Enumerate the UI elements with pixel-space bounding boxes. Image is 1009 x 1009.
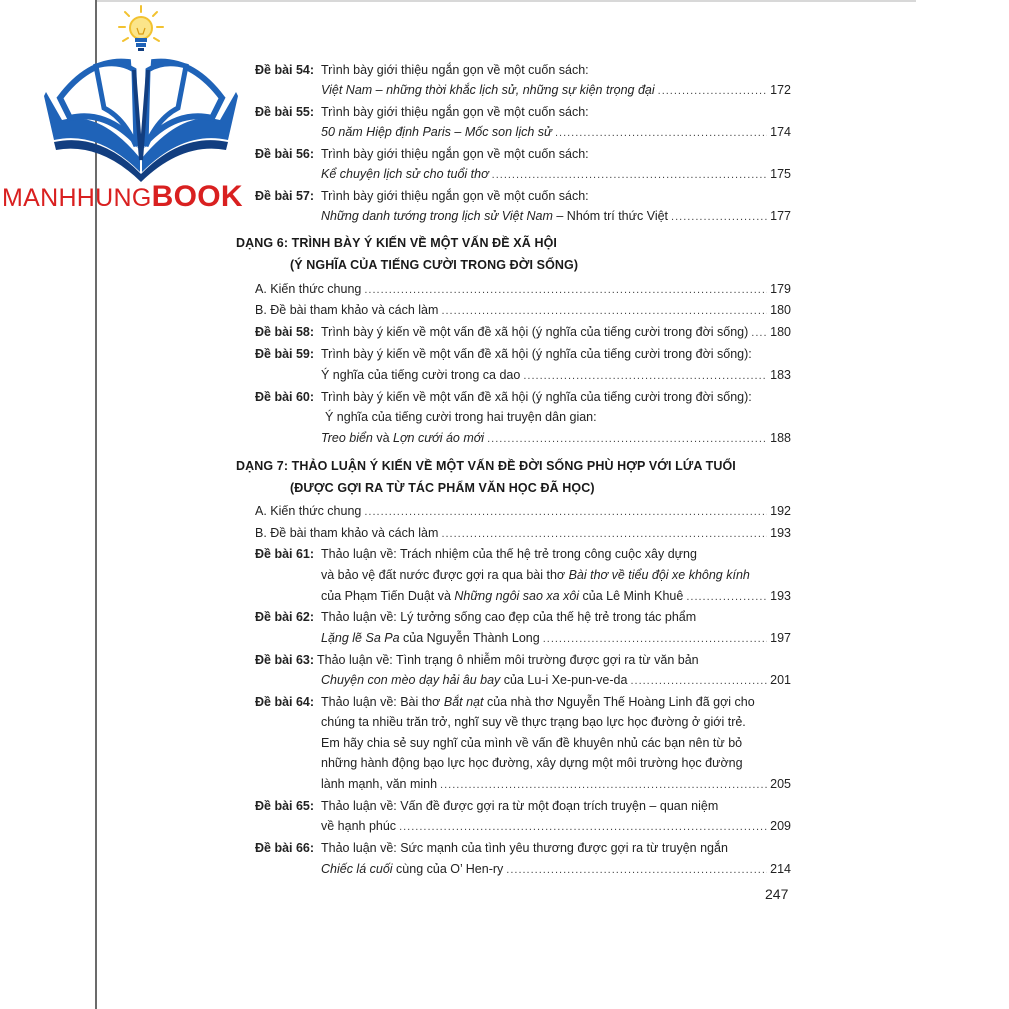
leader-dots [399, 817, 767, 837]
entry-text: lành mạnh, văn minh [321, 777, 438, 791]
toc-entry-63 [255, 650, 791, 670]
leader-dots [686, 587, 767, 607]
toc-entry-63-detail [321, 670, 791, 690]
entry-title: B. Đề bài tham khảo và cách làm [255, 303, 439, 317]
page-ref: 193 [770, 589, 791, 603]
entry-text-rest: của nhà thơ Nguyễn Thế Hoàng Linh đã gợi cho [483, 695, 755, 709]
toc-entry-64-line4 [321, 753, 791, 773]
entry-title: Trình bày giới thiệu ngắn gọn về một cuốn sách: [321, 189, 589, 203]
poem-title: Bài thơ về tiểu đội xe không kính [568, 568, 750, 582]
book-title: Việt Nam – những thời khắc lịch sử, những sự kiện trọng đại [321, 83, 655, 97]
leader-dots [441, 301, 767, 321]
page-ref: 180 [770, 325, 791, 339]
page-ref: 172 [770, 83, 791, 97]
toc-entry-54 [255, 60, 791, 80]
book-title: Những danh tướng trong lịch sử Việt Nam [321, 209, 553, 223]
book-title: 50 năm Hiệp định Paris – Mốc son lịch sử [321, 125, 552, 139]
leader-dots [658, 81, 768, 101]
entry-text: chúng ta nhiều trăn trở, nghĩ suy về thực trạng bạo lực học đường ở giới trẻ. [321, 715, 746, 729]
entry-label: Đề bài 64: [255, 695, 315, 709]
entry-subtitle: Ý nghĩa của tiếng cười trong hai truyện dân gian: [325, 410, 597, 424]
entry-title: Thảo luận về: Vấn đề được gợi ra từ một đoạn trích truyện – quan niệm [321, 799, 719, 813]
entry-label: Đề bài 65: [255, 799, 315, 813]
leader-dots [441, 524, 767, 544]
entry-author: của Nguyễn Thành Long [399, 631, 540, 645]
entry-label: Đề bài 62: [255, 610, 315, 624]
entry-title: B. Đề bài tham khảo và cách làm [255, 526, 439, 540]
poem-title: Bắt nạt [443, 695, 484, 709]
entry-title: Thảo luận về: Lý tưởng sống cao đẹp của thế hệ trẻ trong tác phẩm [321, 610, 697, 624]
toc-entry-64-detail [321, 774, 791, 794]
entry-text: Thảo luận về: Bài thơ [321, 695, 444, 709]
entry-title: Thảo luận về: Tình trạng ô nhiễm môi trường được gợi ra từ văn bản [317, 653, 699, 667]
page-ref: 183 [770, 368, 791, 382]
leader-dots [487, 429, 767, 449]
toc-entry-62-detail [321, 628, 791, 648]
page-ref: 209 [770, 819, 791, 833]
toc-entry-d7a [255, 501, 791, 521]
entry-author: của Lu-i Xe-pun-ve-da [500, 673, 628, 687]
entry-subtitle: Ý nghĩa của tiếng cười trong ca dao [321, 368, 521, 382]
entry-label: Đề bài 66: [255, 841, 315, 855]
leader-dots [364, 502, 767, 522]
page-ref: 179 [770, 282, 791, 296]
page-ref: 192 [770, 504, 791, 518]
page-ref: 180 [770, 303, 791, 317]
page-ref: 175 [770, 167, 791, 181]
leader-dots [555, 123, 767, 143]
entry-text: của Phạm Tiến Duật và [321, 589, 455, 603]
story-title: Lặng lẽ Sa Pa [321, 631, 400, 645]
toc-entry-59-detail [321, 365, 791, 385]
toc-entry-61-detail [321, 586, 791, 606]
entry-text: những hành động bạo lực học đường, xây dựng một môi trường học đường [321, 756, 743, 770]
toc-entry-65 [255, 796, 791, 816]
story-title: Chuyện con mèo dạy hải âu bay [321, 673, 501, 687]
entry-title: Trình bày ý kiến về một vấn đề xã hội (ý nghĩa của tiếng cười trong đời sống): [321, 390, 752, 404]
toc-entry-d7b [255, 523, 791, 543]
entry-label: Đề bài 55: [255, 105, 315, 119]
brand-name-part2: BOOK [151, 180, 243, 213]
entry-title: Trình bày ý kiến về một vấn đề xã hội (ý nghĩa của tiếng cười trong đời sống): [321, 347, 752, 361]
entry-label: Đề bài 59: [255, 347, 315, 361]
toc-entry-64 [255, 692, 791, 712]
entry-title: Trình bày ý kiến về một vấn đề xã hội (ý nghĩa của tiếng cười trong đời sống) [321, 325, 749, 339]
toc-entry-57-detail [321, 206, 791, 226]
entry-title [321, 692, 755, 712]
page-ref: 205 [770, 777, 791, 791]
section-subheading-6: (Ý NGHĨA CỦA TIẾNG CƯỜI TRONG ĐỜI SỐNG) [290, 258, 579, 272]
leader-dots [543, 629, 767, 649]
toc-entry-64-line3 [321, 733, 791, 753]
entry-label: Đề bài 60: [255, 390, 315, 404]
toc-entry-65-detail [321, 816, 791, 836]
toc-entry-66 [255, 838, 791, 858]
page-ref: 201 [770, 673, 791, 687]
entry-text: Em hãy chia sẻ suy nghĩ của mình về vấn đề khuyên nhủ các bạn nên từ bỏ [321, 736, 743, 750]
entry-label: Đề bài 58: [255, 325, 315, 339]
entry-title: Trình bày giới thiệu ngắn gọn về một cuốn sách: [321, 105, 589, 119]
section-subheading-7: (ĐƯỢC GỢI RA TỪ TÁC PHẨM VĂN HỌC ĐÃ HỌC) [290, 481, 595, 495]
toc-entry-60-detail [321, 428, 791, 448]
entry-title: A. Kiến thức chung [255, 504, 362, 518]
page-number: 247 [765, 886, 789, 902]
entry-text: về hạnh phúc [321, 819, 397, 833]
toc-entry-60 [255, 387, 791, 407]
entry-label: Đề bài 57: [255, 189, 315, 203]
story-title: Những ngôi sao xa xôi [454, 589, 580, 603]
entry-label: Đề bài 56: [255, 147, 315, 161]
book-author: – Nhóm trí thức Việt [552, 209, 669, 223]
story-title-1: Treo biển [321, 431, 373, 445]
entry-author: cùng của O’ Hen-ry [392, 862, 504, 876]
leader-dots [751, 323, 767, 343]
entry-title: Thảo luận về: Trách nhiệm của thế hệ trẻ trong công cuộc xây dựng [321, 547, 697, 561]
toc-entry-59 [255, 344, 791, 364]
story-title-2: Lợn cưới áo mới [393, 431, 485, 445]
toc-entry-58 [255, 322, 791, 342]
toc-entry-62 [255, 607, 791, 627]
toc-entry-d6a [255, 279, 791, 299]
toc-entry-55-detail [321, 122, 791, 142]
toc-entry-61-line2 [321, 565, 791, 585]
story-title: Chiếc lá cuối [321, 862, 393, 876]
toc-entry-57 [255, 186, 791, 206]
entry-title: A. Kiến thức chung [255, 282, 362, 296]
entry-title: Thảo luận về: Sức mạnh của tình yêu thương được gợi ra từ truyện ngắn [321, 841, 728, 855]
leader-dots [630, 671, 767, 691]
page-ref: 174 [770, 125, 791, 139]
toc-entry-61 [255, 544, 791, 564]
toc-entry-54-detail [321, 80, 791, 100]
leader-dots [440, 775, 767, 795]
entry-label: Đề bài 54: [255, 63, 315, 77]
conjunction: và [372, 431, 394, 445]
page-ref: 188 [770, 431, 791, 445]
toc-entry-56-detail [321, 164, 791, 184]
page-ref: 177 [770, 209, 791, 223]
entry-title: Trình bày giới thiệu ngắn gọn về một cuốn sách: [321, 147, 589, 161]
page-ref: 193 [770, 526, 791, 540]
page-ref: 214 [770, 862, 791, 876]
leader-dots [364, 280, 767, 300]
entry-label: Đề bài 61: [255, 547, 315, 561]
leader-dots [671, 207, 767, 227]
toc-entry-64-line2 [321, 712, 791, 732]
entry-label: Đề bài 63: [255, 653, 315, 667]
page-ref: 197 [770, 631, 791, 645]
section-heading-6: DẠNG 6: TRÌNH BÀY Ý KIẾN VỀ MỘT VẤN ĐỀ XÃ HỘI [236, 236, 557, 250]
section-heading-7: DẠNG 7: THẢO LUẬN Ý KIẾN VỀ MỘT VẤN ĐỀ ĐỜI SỐNG PHÙ HỢP VỚI LỨA TUỔI [236, 459, 736, 473]
leader-dots [492, 165, 767, 185]
toc-entry-d6b [255, 300, 791, 320]
book-title: Kể chuyện lịch sử cho tuổi thơ [321, 167, 489, 181]
toc-entry-66-detail [321, 859, 791, 879]
toc-entry-56 [255, 144, 791, 164]
toc-entry-55 [255, 102, 791, 122]
leader-dots [523, 366, 767, 386]
entry-author: của Lê Minh Khuê [579, 589, 684, 603]
brand-name-part1: MANHHUNG [2, 184, 152, 212]
entry-text: và bảo vệ đất nước được gợi ra qua bài thơ [321, 568, 569, 582]
toc-entry-60-line2 [325, 407, 791, 427]
entry-title: Trình bày giới thiệu ngắn gọn về một cuốn sách: [321, 63, 589, 77]
leader-dots [506, 860, 767, 880]
